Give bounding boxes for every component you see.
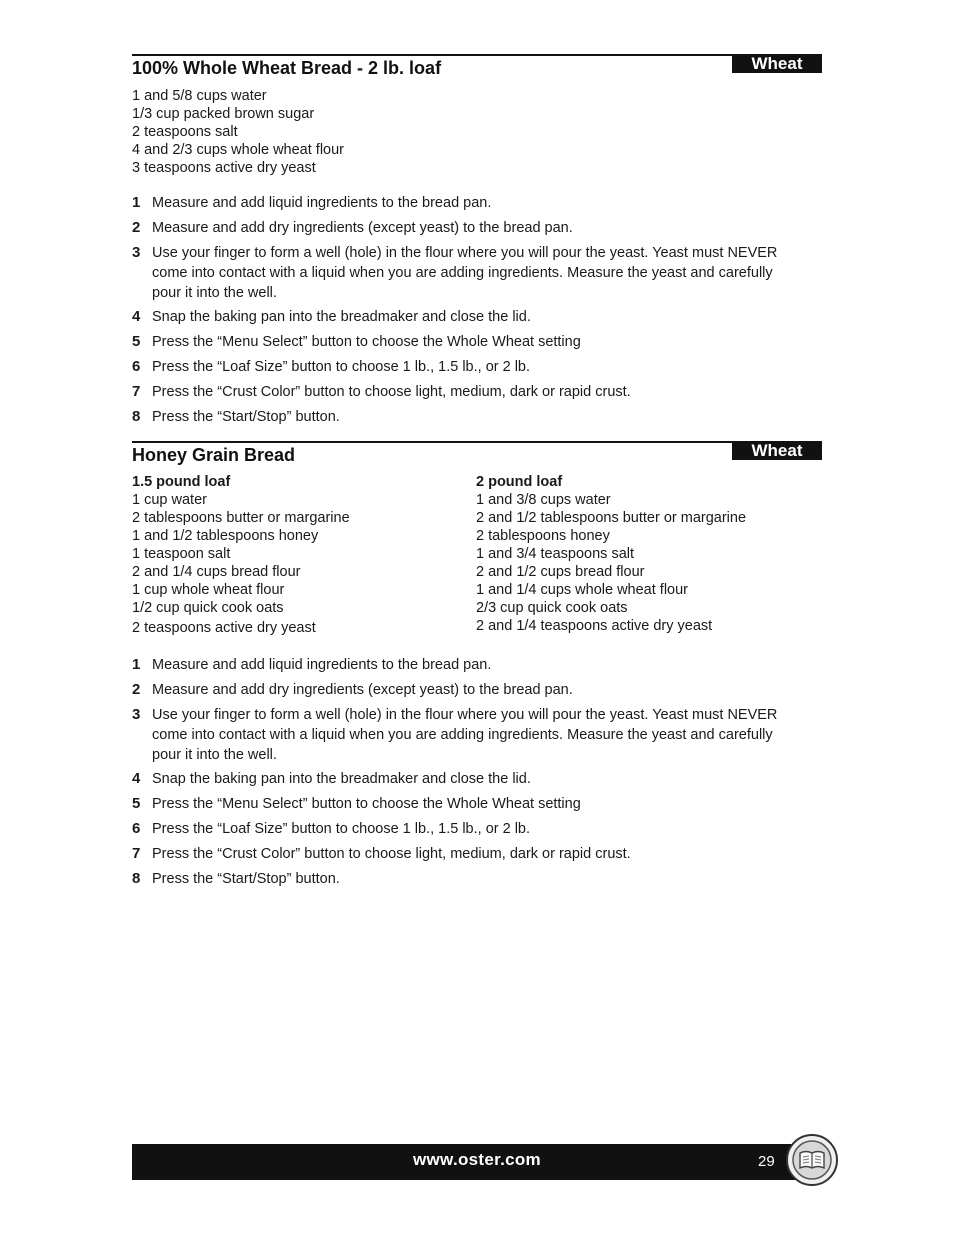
step-item	[132, 769, 822, 789]
step-number: 1	[132, 194, 141, 211]
step-item	[132, 844, 822, 864]
step-number: 7	[132, 382, 141, 400]
recipe-section-whole-wheat	[132, 54, 822, 434]
step-item	[132, 655, 822, 675]
step-text: Press the “Start/Stop” button.	[152, 870, 340, 887]
step-text: Press the “Start/Stop” button.	[152, 408, 340, 425]
ingredient-column-2-lb	[476, 473, 746, 635]
step-item	[132, 307, 822, 327]
ingredient-item: 1 and 3/8 cups water	[476, 492, 611, 508]
step-item	[132, 680, 822, 700]
section-rule	[132, 441, 822, 443]
step-text: Measure and add liquid ingredients to the bread pan.	[152, 195, 492, 211]
step-number: 4	[132, 308, 141, 326]
step-item	[132, 382, 822, 402]
ingredient-item: 1 teaspoon salt	[132, 546, 231, 562]
book-icon-graphic	[788, 1136, 836, 1184]
step-number: 5	[132, 333, 141, 351]
step-number: 6	[132, 819, 141, 837]
step-list	[132, 193, 822, 431]
step-text: Press the “Menu Select” button to choose the Whole Wheat setting	[152, 796, 581, 813]
page-footer	[132, 1144, 822, 1180]
step-item	[132, 357, 822, 377]
step-text: Measure and add dry ingredients (except yeast) to the bread pan.	[152, 681, 573, 698]
step-text: Measure and add dry ingredients (except yeast) to the bread pan.	[152, 219, 573, 236]
step-item	[132, 243, 822, 303]
ingredient-item: 4 and 2/3 cups whole wheat flour	[132, 142, 344, 158]
loaf-size-heading: 1.5 pound loaf	[132, 474, 231, 490]
ingredient-item: 2 and 1/4 teaspoons active dry yeast	[476, 618, 713, 634]
ingredient-item: 2 teaspoons salt	[132, 124, 238, 140]
ingredient-item: 1 and 5/8 cups water	[132, 88, 267, 104]
step-number: 3	[132, 243, 141, 261]
step-text: Press the “Crust Color” button to choose light, medium, dark or rapid crust.	[152, 845, 631, 862]
ingredient-item: 1 and 3/4 teaspoons salt	[476, 546, 635, 562]
recipe-title: 100% Whole Wheat Bread - 2 lb. loaf	[132, 58, 442, 78]
step-item	[132, 819, 822, 839]
ingredient-item: 3 teaspoons active dry yeast	[132, 160, 316, 176]
step-number: 1	[132, 656, 141, 673]
step-item	[132, 218, 822, 238]
step-text: Press the “Loaf Size” button to choose 1 lb., 1.5 lb., or 2 lb.	[152, 820, 531, 837]
step-number: 2	[132, 680, 141, 698]
ingredient-column-1-5-lb	[132, 473, 350, 637]
step-number: 8	[132, 869, 141, 887]
ingredient-item: 2 tablespoons honey	[476, 528, 610, 544]
ingredient-item: 1 cup water	[132, 492, 207, 508]
ingredient-item: 2 and 1/2 tablespoons butter or margarine	[476, 510, 747, 526]
step-item	[132, 193, 822, 213]
recipe-title: Honey Grain Bread	[132, 445, 296, 465]
step-list	[132, 655, 822, 893]
step-text: Measure and add liquid ingredients to the bread pan.	[152, 657, 492, 673]
step-item	[132, 332, 822, 352]
ingredient-item: 2 tablespoons butter or margarine	[132, 510, 350, 526]
step-number: 6	[132, 357, 141, 375]
loaf-size-heading: 2 pound loaf	[476, 474, 563, 490]
ingredient-list	[132, 87, 344, 177]
ingredient-item: 1 and 1/2 tablespoons honey	[132, 528, 319, 544]
section-rule	[132, 54, 822, 56]
step-number: 3	[132, 705, 141, 723]
ingredient-item: 2/3 cup quick cook oats	[476, 600, 628, 616]
step-text: Press the “Crust Color” button to choose light, medium, dark or rapid crust.	[152, 383, 631, 400]
step-number: 4	[132, 770, 141, 788]
step-item	[132, 407, 822, 427]
website-link[interactable]: www.oster.com	[413, 1150, 541, 1169]
page-number: 29	[758, 1153, 775, 1170]
step-number: 5	[132, 795, 141, 813]
step-number: 7	[132, 844, 141, 862]
recipe-section-honey-grain	[132, 441, 822, 901]
step-text: Snap the baking pan into the breadmaker and close the lid.	[152, 771, 531, 788]
step-text: Snap the baking pan into the breadmaker and close the lid.	[152, 309, 531, 326]
ingredient-item: 1 and 1/4 cups whole wheat flour	[476, 582, 688, 598]
step-text: Press the “Menu Select” button to choose the Whole Wheat setting	[152, 334, 581, 351]
step-number: 8	[132, 407, 141, 425]
step-item	[132, 869, 822, 889]
book-icon	[786, 1134, 838, 1186]
ingredient-item: 1/3 cup packed brown sugar	[132, 106, 315, 122]
ingredient-item: 1 cup whole wheat flour	[132, 582, 285, 598]
ingredient-item: 2 teaspoons active dry yeast	[132, 620, 316, 636]
step-item	[132, 705, 822, 765]
ingredient-item: 2 and 1/2 cups bread flour	[476, 564, 645, 580]
category-tag: Wheat	[732, 55, 822, 73]
step-text: Use your finger to form a well (hole) in the flour where you will pour the yeast. Yeast must NEVER come into contact with a liquid when you are adding ingredients. Measure the yeast and carefully pour it into the well.	[152, 706, 778, 763]
step-number: 2	[132, 218, 141, 236]
step-text: Use your finger to form a well (hole) in the flour where you will pour the yeast. Yeast must NEVER come into contact with a liquid when you are adding ingredients. Measure the yeast and carefully pour it into the well.	[152, 244, 778, 301]
ingredient-item: 2 and 1/4 cups bread flour	[132, 564, 301, 580]
ingredient-item: 1/2 cup quick cook oats	[132, 600, 284, 616]
category-tag: Wheat	[732, 442, 822, 460]
step-item	[132, 794, 822, 814]
step-text: Press the “Loaf Size” button to choose 1 lb., 1.5 lb., or 2 lb.	[152, 358, 531, 375]
